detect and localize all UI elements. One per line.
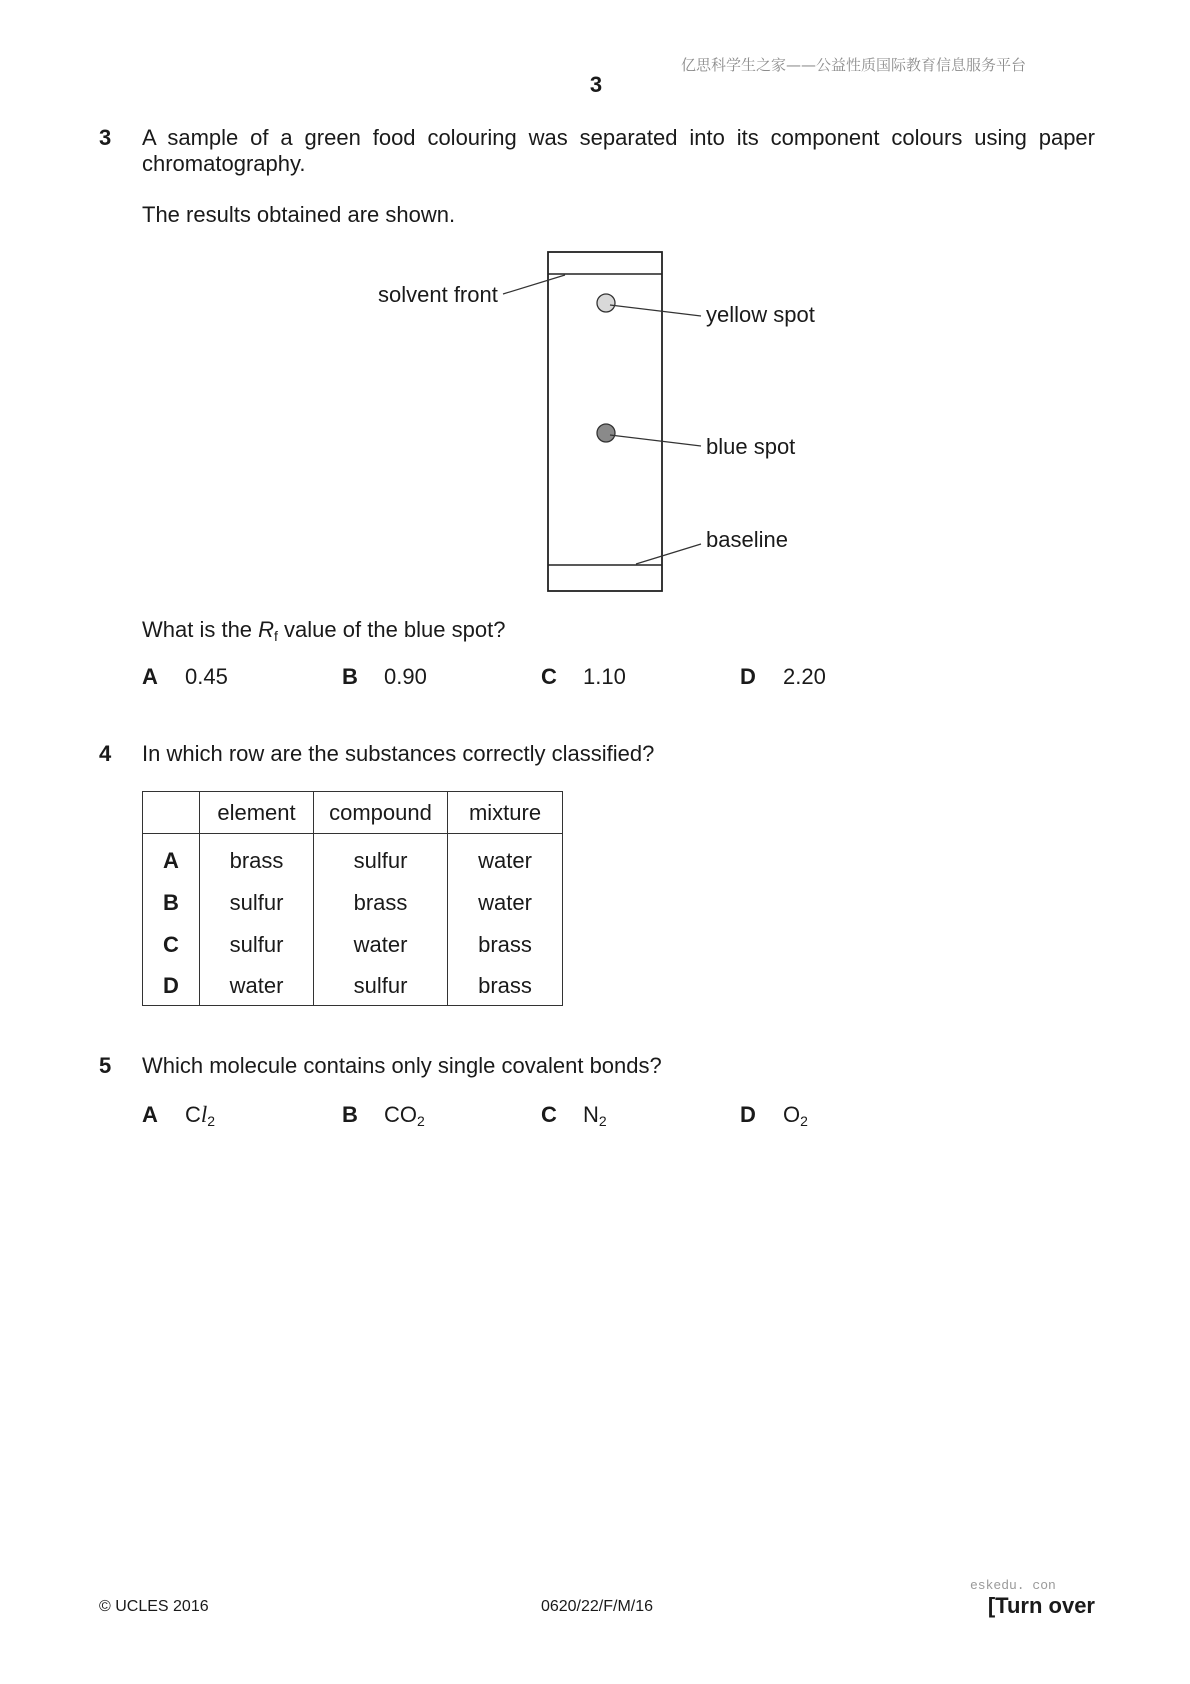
classification-table: [142, 791, 563, 1006]
question-3-text: A sample of a green food colouring was separated into its component colours using paper chromatography.: [142, 125, 1095, 176]
formula-subscript: 2: [417, 1113, 425, 1129]
table-row: [143, 882, 563, 924]
page-number: 3: [589, 72, 603, 97]
table-cell: water: [314, 924, 448, 966]
question-3-number: 3: [99, 125, 112, 150]
option-letter: C: [541, 664, 557, 689]
header-watermark: 亿思科学生之家——公益性质国际教育信息服务平台: [681, 56, 1027, 74]
formula-chlorine: [185, 1102, 215, 1128]
option-value: 0.45: [185, 664, 228, 689]
option-letter: B: [342, 1102, 358, 1127]
formula-carbon-dioxide: [384, 1102, 425, 1128]
formula-subscript: 2: [800, 1113, 808, 1129]
row-label: B: [143, 882, 200, 924]
option-value: 2.20: [783, 664, 826, 689]
formula-subscript: 2: [598, 1113, 607, 1129]
table-cell: sulfur: [200, 882, 314, 924]
row-label: C: [143, 924, 200, 966]
row-label: D: [143, 966, 200, 1006]
question-3-intro: The results obtained are shown.: [142, 202, 456, 227]
option-letter: D: [740, 1102, 756, 1127]
option-value: 1.10: [583, 664, 626, 689]
table-cell: sulfur: [200, 924, 314, 966]
option-letter: A: [142, 1102, 158, 1127]
baseline-leader: [636, 544, 701, 564]
formula-text: N: [583, 1102, 599, 1127]
copyright: © UCLES 2016: [99, 1598, 209, 1615]
table-row: [143, 834, 563, 883]
paper-code: 0620/22/F/M/16: [540, 1598, 654, 1615]
table-cell: water: [448, 882, 563, 924]
formula-text: O: [783, 1102, 801, 1127]
blue-spot-leader: [610, 435, 701, 446]
question-3-prompt: [142, 617, 505, 643]
formula-nitrogen: [583, 1102, 607, 1128]
option-letter: D: [740, 664, 756, 689]
option-letter: C: [541, 1102, 557, 1127]
table-header-cell: element: [200, 792, 314, 834]
label-yellow-spot: yellow spot: [706, 302, 815, 327]
formula-text: CO: [384, 1102, 417, 1127]
solvent-front-leader: [503, 275, 565, 294]
table-row: [143, 966, 563, 1006]
table-cell: water: [200, 966, 314, 1006]
question-5-number: 5: [99, 1053, 112, 1078]
footer-watermark: eskedu. con: [970, 1578, 1056, 1593]
table-header-cell: mixture: [448, 792, 563, 834]
question-5-text: Which molecule contains only single covalent bonds?: [142, 1053, 662, 1078]
prompt-suffix: value of the blue spot?: [277, 617, 506, 642]
label-blue-spot: blue spot: [706, 434, 796, 459]
blue-spot: [597, 424, 615, 442]
table-cell: brass: [448, 966, 563, 1006]
rf-subscript: f: [274, 628, 278, 644]
label-solvent-front: solvent front: [378, 282, 498, 307]
table-header-cell: compound: [314, 792, 448, 834]
formula-text: C: [185, 1102, 201, 1127]
formula-oxygen: [783, 1102, 808, 1128]
table-cell: sulfur: [314, 834, 448, 883]
option-letter: A: [142, 664, 158, 689]
option-value: 0.90: [384, 664, 427, 689]
question-4-text: In which row are the substances correctly classified?: [142, 741, 655, 766]
prompt-prefix: What is the: [142, 617, 259, 642]
turn-over: [Turn over: [987, 1593, 1095, 1618]
table-header-row: [143, 792, 563, 834]
table-cell: brass: [200, 834, 314, 883]
option-letter: B: [342, 664, 358, 689]
table-cell: brass: [314, 882, 448, 924]
table-row: [143, 924, 563, 966]
row-label: A: [143, 834, 200, 883]
rf-variable: R: [258, 617, 275, 642]
table-corner-cell: [143, 792, 200, 834]
yellow-spot-leader: [610, 305, 701, 316]
table-cell: brass: [448, 924, 563, 966]
yellow-spot: [597, 294, 615, 312]
table-cell: water: [448, 834, 563, 883]
label-baseline: baseline: [706, 527, 788, 552]
table-cell: sulfur: [314, 966, 448, 1006]
formula-italic-text: l: [200, 1102, 208, 1127]
formula-subscript: 2: [207, 1113, 216, 1129]
question-4-number: 4: [99, 741, 112, 766]
